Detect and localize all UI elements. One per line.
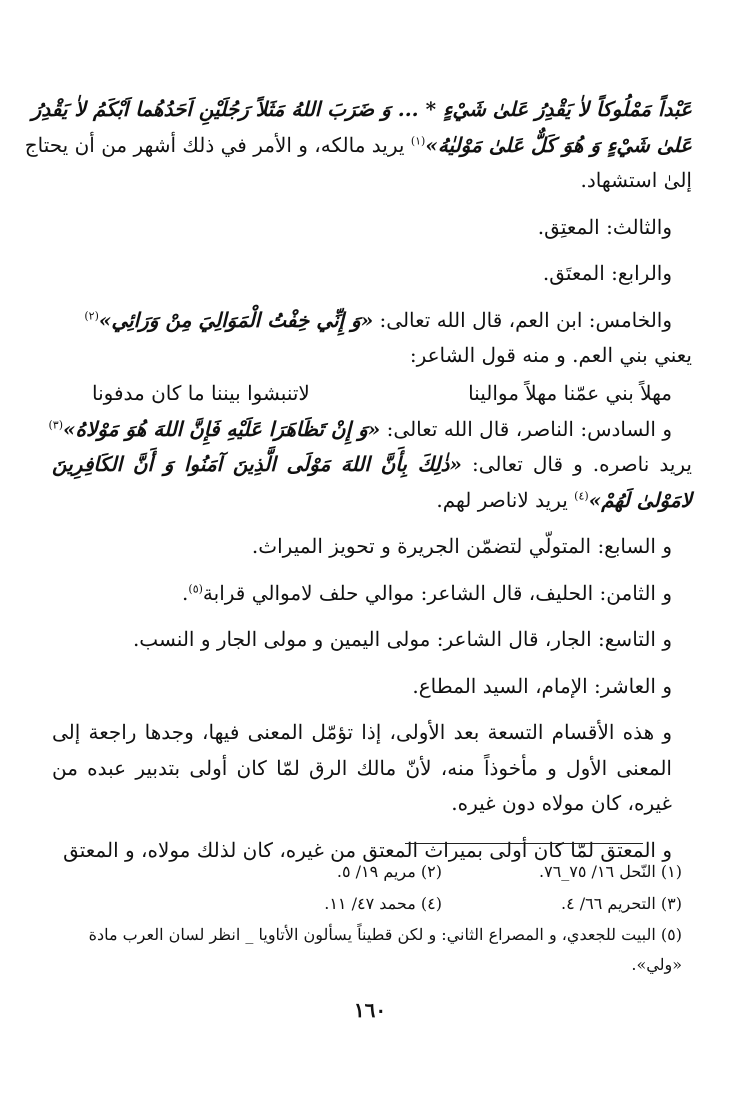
body-text: يريد مالكه، و الأمر في ذلك أشهر من أن يحتاج [24, 132, 411, 157]
body-line-3: إلىٰ استشهاد. [580, 168, 692, 192]
item-eighth [52, 576, 692, 612]
footnote-4: (٤) محمد ٤٧/ ١١. [324, 894, 442, 913]
footnote-ref-2: (٢) [84, 308, 99, 322]
quran-line-1: عَبْداً مَمْلُوكاً لاٰ يَقْدِرُ عَلىٰ شَيْءٍ * ... وَ ضَرَبَ اللهُ مَثَلاً رَجُلَيْنِ اَحَدُهُما اَبْكَمُ لاٰ يَقْدِرُ [31, 97, 692, 121]
quran-fragment: «ذٰلِكَ بِأَنَّ اللهَ مَوْلَى الَّذِينَ آمَنُوا وَ أَنَّ الكَافِرِينَ لامَوْلىٰ لَهُمْ» [52, 452, 692, 512]
footnote-ref-5: (٥) [188, 581, 203, 595]
page-number: ١٦٠ [353, 998, 387, 1022]
item-fifth [52, 303, 692, 339]
item-eighth-end: . [182, 580, 189, 605]
footnotes [52, 856, 692, 980]
footnote-2: (٢) مريم ١٩/ ٥. [336, 862, 442, 881]
item-third: والثالث: المعتِق. [537, 214, 672, 239]
item-seventh: و السابع: المتولّي لتضمّن الجريرة و تحويز الميراث. [251, 534, 672, 558]
item-sixth [48, 412, 692, 448]
item-fifth-intro: والخامس: ابن العم، قال الله تعالى: [373, 307, 672, 332]
item-tenth: و العاشر: الإمام، السيد المطاع. [412, 673, 672, 698]
item-ninth: و التاسع: الجار، قال الشاعر: مولى اليمين و مولى الجار و النسب. [132, 627, 672, 651]
verse-first-hemistich: مهلاً بني عمّنا مهلاً موالينا [468, 380, 672, 405]
footnote-divider [405, 843, 643, 844]
main-text [24, 92, 693, 868]
paragraph-continuation: و المعتق لمّا كان أولى بميراث المعتق من غيره، كان لذلك مولاه، و المعتق [63, 837, 672, 862]
item-sixth-intro: و السادس: الناصر، قال الله تعالى: [380, 416, 672, 441]
footnote-row [52, 856, 692, 888]
footnote-ref-3: (٣) [48, 417, 63, 431]
quran-fragment: «وَ إِنِّي خِفْتُ الْمَوَالِيَ مِنْ وَرَائِي» [98, 307, 374, 332]
footnote-1: (١) النّحل ١٦/ ٧٥_٧٦. [539, 862, 682, 881]
item-sixth-continued [52, 447, 692, 518]
footnote-ref-1: (١) [410, 133, 426, 147]
footnote-5: (٥) البيت للجعدي، و المصراع الثاني: و لكن قطيناً يسألون الأتاويا _ انظر لسان العرب مادة «ولي». [88, 925, 682, 974]
poetry-verse [52, 374, 692, 412]
footnote-3: (٣) التحريم ٦٦/ ٤. [560, 894, 682, 913]
footnote-ref-4: (٤) [574, 488, 589, 502]
item-fourth: والرابع: المعتَق. [542, 261, 672, 285]
verse-second-hemistich: لاتنبشوا بيننا ما كان مدفونا [92, 380, 310, 405]
quran-fragment: عَلىٰ شَيْءٍ وَ هُوَ كَلٌّ عَلىٰ مَوْليٰهُ» [425, 132, 692, 157]
body-line-2 [24, 128, 692, 164]
item-sixth-text: يريد ناصره. و قال تعالى: [461, 452, 693, 476]
item-fifth-continued: يعني بني العم. و منه قول الشاعر: [409, 343, 692, 367]
paragraph-explanation: و هذه الأقسام التسعة بعد الأولى، إذا تؤمّل المعنى فيها، وجدها راجعة إلى المعنى الأول و مأخوذاً منه، لأنّ مالك الرق لمّا كان أولى بتدبير عبده من غيره، كان مولاه دون غيره. [52, 720, 672, 815]
quran-fragment: «وَ إِنْ تَظَاهَرَا عَلَيْهِ فَإِنَّ اللهَ هُوَ مَوْلاهُ» [62, 416, 381, 441]
item-sixth-end: يريد لاناصر لهم. [436, 487, 575, 512]
item-eighth-text: و الثامن: الحليف، قال الشاعر: موالي حلف لاموالي قرابة [202, 580, 672, 605]
footnote-row [52, 888, 692, 920]
